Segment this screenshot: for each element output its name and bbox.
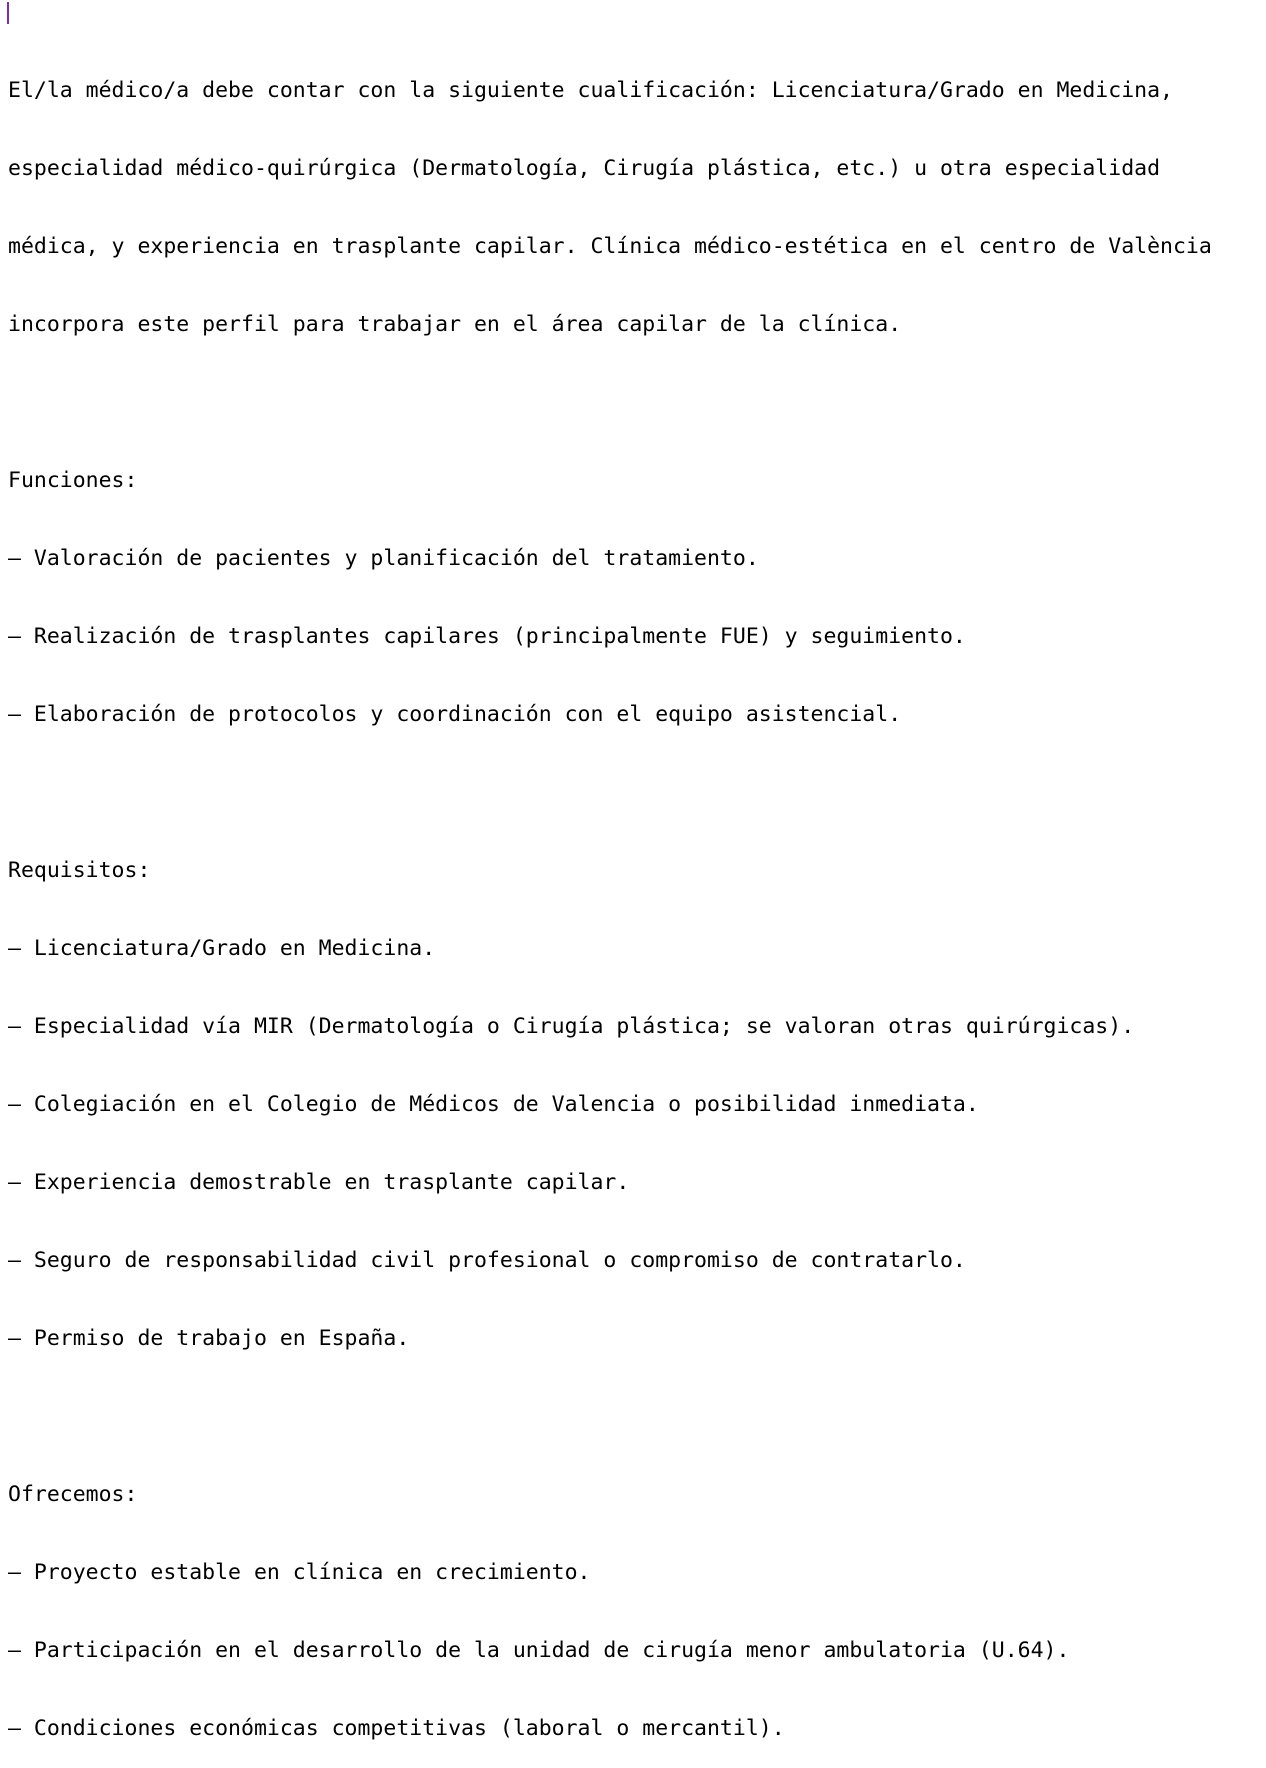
blank-line xyxy=(8,780,1266,806)
paragraph-line-2: especialidad médico-quirúrgica (Dermatología, Cirugía plástica, etc.) u otra especialidad xyxy=(8,156,1161,181)
section-heading-funciones: Funciones: xyxy=(8,468,138,493)
blank-line xyxy=(8,390,1266,416)
paragraph-line-3: médica, y experiencia en trasplante capilar. Clínica médico-estética en el centro de València xyxy=(8,234,1212,259)
list-item: – Elaboración de protocolos y coordinación con el equipo asistencial. xyxy=(8,702,902,727)
list-item: – Condiciones económicas competitivas (laboral o mercantil). xyxy=(8,1716,785,1741)
list-item: – Seguro de responsabilidad civil profesional o compromiso de contratarlo. xyxy=(8,1248,966,1273)
paragraph-line-1: El/la médico/a debe contar con la siguiente cualificación: Licenciatura/Grado en Medicina, xyxy=(8,78,1173,103)
list-item: – Valoración de pacientes y planificación del tratamiento. xyxy=(8,546,759,571)
list-item: – Experiencia demostrable en trasplante capilar. xyxy=(8,1170,630,1195)
paragraph-line-4: incorpora este perfil para trabajar en el área capilar de la clínica. xyxy=(8,312,902,337)
blank-line xyxy=(8,1404,1266,1430)
text-cursor xyxy=(7,2,9,24)
list-item: – Colegiación en el Colegio de Médicos de Valencia o posibilidad inmediata. xyxy=(8,1092,979,1117)
list-item: – Permiso de trabajo en España. xyxy=(8,1326,410,1351)
list-item: – Licenciatura/Grado en Medicina. xyxy=(8,936,436,961)
list-item: – Participación en el desarrollo de la unidad de cirugía menor ambulatoria (U.64). xyxy=(8,1638,1070,1663)
section-heading-requisitos: Requisitos: xyxy=(8,858,151,883)
section-heading-ofrecemos: Ofrecemos: xyxy=(8,1482,138,1507)
list-item: – Realización de trasplantes capilares (principalmente FUE) y seguimiento. xyxy=(8,624,966,649)
list-item: – Proyecto estable en clínica en crecimiento. xyxy=(8,1560,591,1585)
list-item: – Especialidad vía MIR (Dermatología o Cirugía plástica; se valoran otras quirúrgicas). xyxy=(8,1014,1135,1039)
